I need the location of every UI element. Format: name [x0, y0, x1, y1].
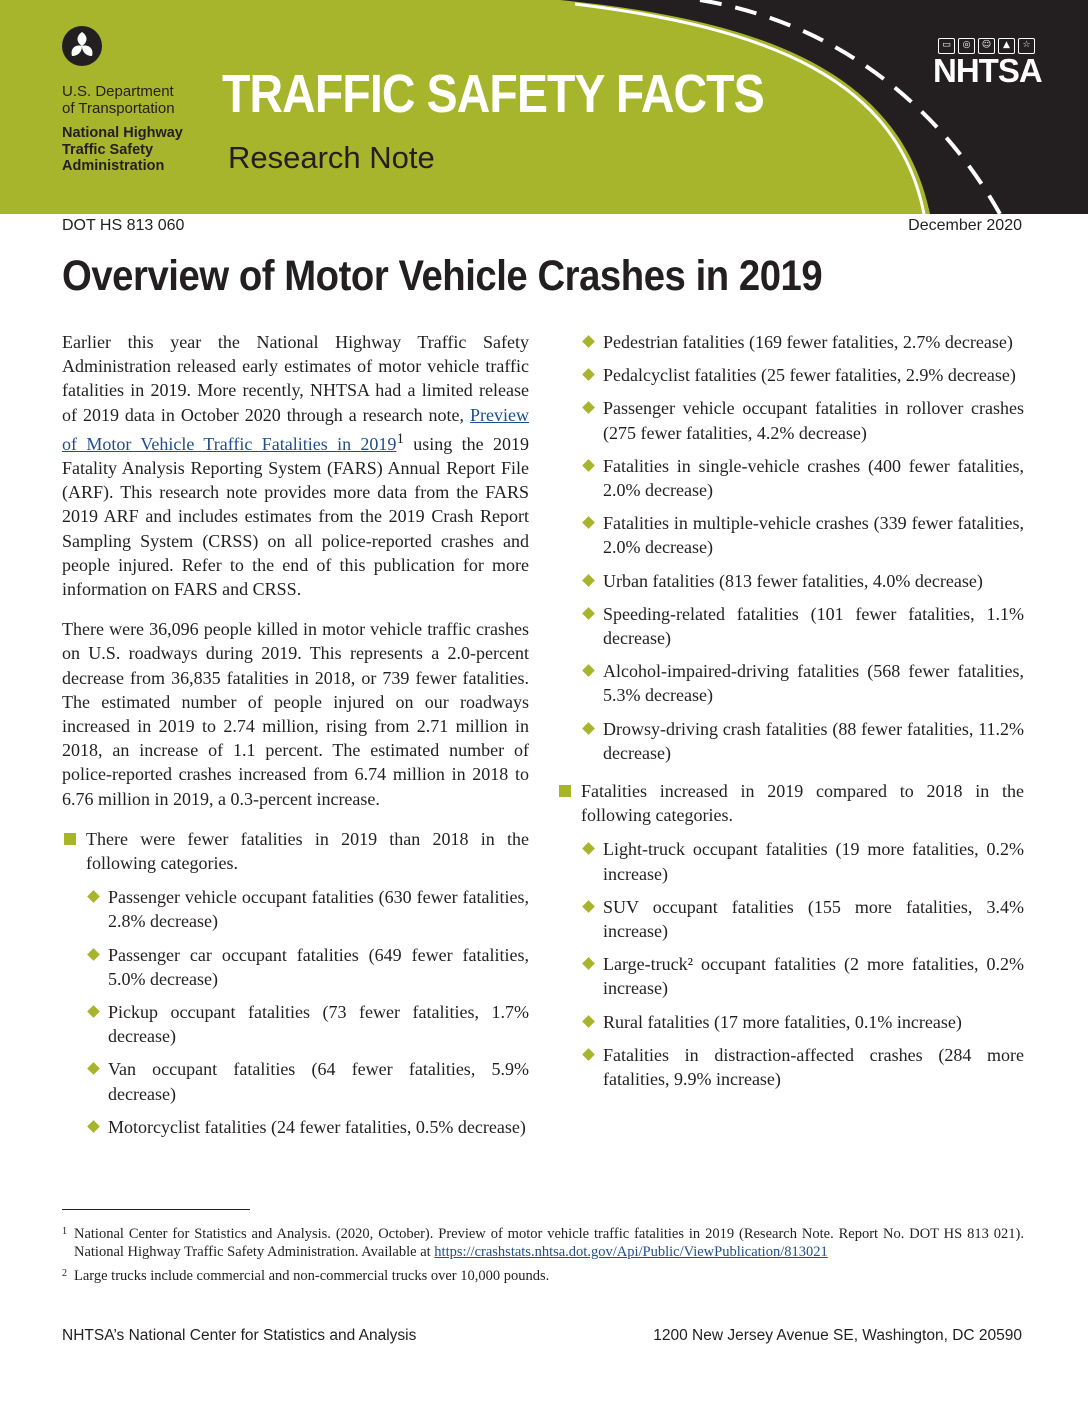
list-item-text: Fatalities in distraction-affected crashes (284 more fatalities, 9.9% increase) — [603, 1044, 1024, 1090]
star-icon: ☆ — [1018, 38, 1035, 54]
preview-report-link[interactable]: Preview of Motor Vehicle Traffic Fatalities in 2019 — [62, 404, 530, 454]
diamond-bullet-icon — [582, 957, 595, 970]
list-item — [557, 1043, 1024, 1091]
diamond-bullet-icon — [582, 900, 595, 913]
list-item-text: Pickup occupant fatalities (73 fewer fatalities, 1.7% decrease) — [108, 1002, 529, 1047]
footnote-1 — [62, 1225, 1024, 1261]
agency-line-1: National Highway — [62, 125, 183, 141]
list-item-text: Motorcyclist fatalities (24 fewer fatalities, 0.5% decrease) — [108, 1116, 526, 1137]
diamond-bullet-icon — [582, 459, 595, 472]
list-item-text: Rural fatalities (17 more fatalities, 0.1% increase) — [603, 1011, 962, 1032]
footnote-1-text: National Center for Statistics and Analysis. (2020, October). Preview of motor vehicle traffic fatalities in 2019 (Research Note. Report No. DOT HS 813 021). National Highway Traffic Safety Administration. Available at — [74, 1226, 1024, 1260]
list-item-text: Urban fatalities (813 fewer fatalities, 4.0% decrease) — [603, 570, 983, 591]
footnote-1-mark: 1 — [62, 1226, 67, 1237]
footnote-2-mark: 2 — [62, 1268, 67, 1279]
footer-organization: NHTSA’s National Center for Statistics and Analysis — [62, 1327, 417, 1344]
list-item-text: Alcohol-impaired-driving fatalities (568 fewer fatalities, 5.3% decrease) — [603, 661, 1024, 706]
list-item — [557, 1010, 1024, 1034]
diamond-bullet-icon — [87, 890, 100, 903]
list-item-text: Passenger vehicle occupant fatalities in rollover crashes (275 fewer fatalities, 4.2% decrease) — [603, 398, 1024, 443]
footer-address: 1200 New Jersey Avenue SE, Washington, DC 20590 — [653, 1327, 1022, 1344]
footnote-divider — [62, 1209, 250, 1210]
diamond-bullet-icon — [582, 722, 595, 735]
list-item-text: Large-truck² occupant fatalities (2 more fatalities, 0.2% increase) — [603, 954, 1024, 999]
steering-icon: ◎ — [958, 38, 975, 54]
diamond-bullet-icon — [582, 1048, 595, 1061]
footnote-1-link[interactable]: https://crashstats.nhtsa.dot.gov/Api/Public/ViewPublication/813021 — [434, 1244, 828, 1260]
agency-line-2: Traffic Safety — [62, 141, 154, 158]
left-column — [62, 330, 529, 1148]
diamond-bullet-icon — [87, 948, 100, 961]
list-item-text: SUV occupant fatalities (155 more fatalities, 3.4% increase) — [603, 896, 1024, 942]
intro-paragraph — [62, 330, 529, 601]
department-line-2: of Transportation — [62, 100, 175, 117]
list-item — [557, 363, 1024, 387]
nhtsa-logo: NHTSA — [933, 52, 1042, 89]
agency-name — [62, 125, 183, 175]
list-item — [62, 943, 529, 991]
summary-paragraph: There were 36,096 people killed in motor vehicle traffic crashes on U.S. roadways during 2019. This represents a 2.0-percent decrease from 36,835 fatalities in 2018, or 739 fewer fatalities. The estimated number of people injured on our roadways increased in 2019 to 2.74 million, rising from 2.71 million in 2018, an increase of 1.1 percent. The estimated number of police-reported crashes increased from 6.74 million in 2018 to 6.76 million in 2019, a 0.3-percent increase. — [62, 619, 529, 809]
list-item-text: Fatalities in multiple-vehicle crashes (339 fewer fatalities, 2.0% decrease) — [603, 513, 1024, 558]
series-subtitle: Research Note — [228, 140, 435, 175]
intro-text-after: using the 2019 Fatality Analysis Reporting System (FARS) Annual Report File (ARF). This research note provides more data from the FARS 2019 ARF and includes estimates from the 2019 Crash Report Sampling System (CRSS) on all police-reported crashes and people injured. Refer to the end of this publication for more information on FARS and CRSS. — [62, 433, 530, 600]
diamond-bullet-icon — [582, 607, 595, 620]
list-item-text: Van occupant fatalities (64 fewer fatalities, 5.9% decrease) — [108, 1059, 529, 1104]
diamond-bullet-icon — [582, 1015, 595, 1028]
increases-heading — [557, 779, 1024, 827]
list-item — [557, 895, 1024, 943]
diamond-bullet-icon — [87, 1120, 100, 1133]
right-column — [557, 330, 1024, 1100]
list-item-text: Light-truck occupant fatalities (19 more fatalities, 0.2% increase) — [603, 839, 1024, 884]
footnote-2-text: Large trucks include commercial and non-commercial trucks over 10,000 pounds. — [74, 1268, 550, 1284]
footnotes — [62, 1225, 1024, 1291]
seat-icon: ▲ — [998, 38, 1015, 54]
list-item-text: Passenger car occupant fatalities (649 fewer fatalities, 5.0% decrease) — [108, 944, 529, 989]
header-banner — [0, 0, 1088, 214]
diamond-bullet-icon — [582, 574, 595, 587]
dot-logo-icon — [62, 26, 102, 66]
report-number: DOT HS 813 060 — [62, 217, 185, 234]
series-title: TRAFFIC SAFETY FACTS — [222, 64, 764, 124]
diamond-bullet-icon — [582, 368, 595, 381]
decreases-heading-text: There were fewer fatalities in 2019 than 2018 in the following categories. — [86, 828, 529, 874]
diamond-bullet-icon — [582, 335, 595, 348]
footnote-ref-1: 1 — [396, 430, 404, 447]
person-icon: ☺ — [978, 38, 995, 54]
list-item-text: Passenger vehicle occupant fatalities (630 fewer fatalities, 2.8% decrease) — [108, 887, 529, 932]
footnote-2 — [62, 1267, 1024, 1285]
decreases-heading — [62, 827, 529, 875]
diamond-bullet-icon — [87, 1005, 100, 1018]
list-item — [62, 885, 529, 933]
list-item — [557, 511, 1024, 559]
diamond-bullet-icon — [582, 664, 595, 677]
list-item — [62, 1000, 529, 1048]
list-item — [62, 1057, 529, 1105]
diamond-bullet-icon — [582, 402, 595, 415]
decreases-list-right — [557, 330, 1024, 765]
diamond-bullet-icon — [87, 1063, 100, 1076]
document-title: Overview of Motor Vehicle Crashes in 2019 — [62, 252, 823, 300]
list-item — [62, 1115, 529, 1139]
agency-line-3: Administration — [62, 158, 165, 174]
decreases-list-left — [62, 885, 529, 1139]
diamond-bullet-icon — [582, 843, 595, 856]
list-item-text: Pedestrian fatalities (169 fewer fatalities, 2.7% decrease) — [603, 332, 1013, 352]
department-line-1: U.S. Department — [62, 83, 174, 100]
list-item — [557, 330, 1024, 354]
list-item — [557, 396, 1024, 444]
list-item — [557, 569, 1024, 593]
list-item — [557, 602, 1024, 650]
square-bullet-icon — [64, 833, 76, 845]
square-bullet-icon — [559, 785, 571, 797]
list-item — [557, 717, 1024, 765]
list-item — [557, 837, 1024, 885]
list-item-text: Fatalities in single-vehicle crashes (400 fewer fatalities, 2.0% decrease) — [603, 455, 1024, 501]
list-item — [557, 659, 1024, 707]
car-icon: ▭ — [938, 38, 955, 54]
increases-list — [557, 837, 1024, 1091]
list-item — [557, 454, 1024, 502]
report-date: December 2020 — [908, 217, 1022, 234]
list-item-text: Speeding-related fatalities (101 fewer fatalities, 1.1% decrease) — [603, 603, 1024, 649]
intro-text-before: Earlier this year the National Highway Traffic Safety Administration released early estimates of motor vehicle traffic fatalities in 2019. More recently, NHTSA had a limited release of 2019 data in October 2020 through a research note, — [62, 332, 529, 425]
list-item — [557, 952, 1024, 1000]
list-item-text: Pedalcyclist fatalities (25 fewer fatalities, 2.9% decrease) — [603, 365, 1016, 386]
list-item-text: Drowsy-driving crash fatalities (88 fewer fatalities, 11.2% decrease) — [603, 718, 1024, 763]
increases-heading-text: Fatalities increased in 2019 compared to 2018 in the following categories. — [581, 781, 1024, 826]
diamond-bullet-icon — [582, 516, 595, 529]
